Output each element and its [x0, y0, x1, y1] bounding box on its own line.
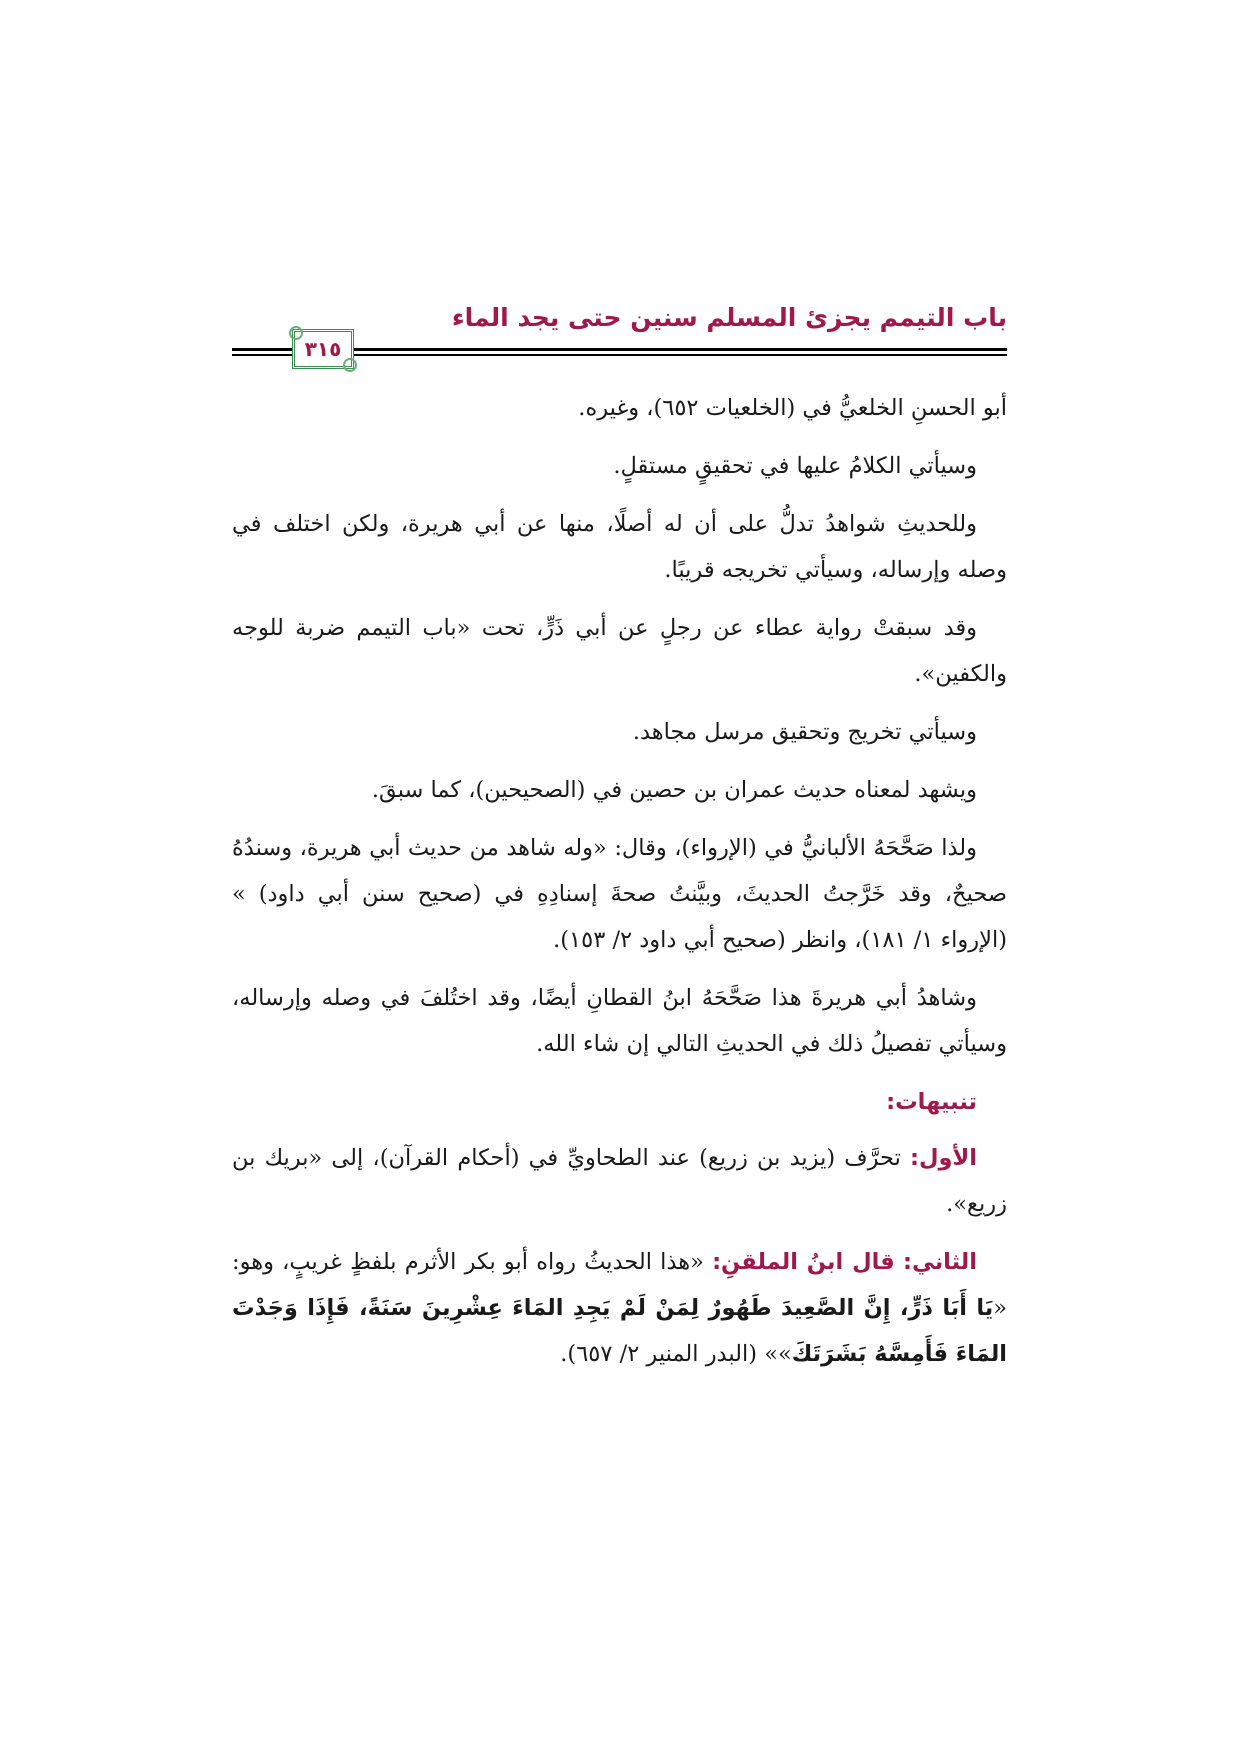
- note-second: [232, 1239, 1007, 1377]
- paragraph: وسيأتي الكلامُ عليها في تحقيقٍ مستقلٍ.: [613, 453, 977, 479]
- paragraph: وقد سبقتْ رواية عطاء عن رجلٍ عن أبي ذَرٍّ، تحت «باب التيمم ضربة للوجه والكفين».: [232, 615, 1007, 687]
- hadith-text: يَا أَبَا ذَرٍّ، إِنَّ الصَّعِيدَ طَهُورٌ لِمَنْ لَمْ يَجِدِ المَاءَ عِشْرِينَ سَنَةً، فَإِذَا وَجَدْتَ المَاءَ فَأَمِسَّهُ بَشَرَتَكَ: [232, 1295, 1007, 1367]
- note-first-text: تحرَّف (يزيد بن زريع) عند الطحاويِّ في (أحكام القرآن)، إلى «بريك بن زريع».: [232, 1145, 1007, 1217]
- paragraph: ولذا صَحَّحَهُ الألبانيُّ في (الإرواء)، وقال: «وله شاهد من حديث أبي هريرة، وسندُهُ صحيحٌ، وقد خَرَّجتُ الحديثَ، وبيَّنتُ صحةَ إسنادِهِ في (صحيح سنن أبي داود) » (الإرواء ١/ ١٨١)، وانظر (صحيح أبي داود ٢/ ١٥٣).: [232, 835, 1007, 953]
- note-second-text-after: »» (البدر المنير ٢/ ٦٥٧).: [560, 1341, 792, 1367]
- note-second-label: الثاني:: [902, 1249, 977, 1275]
- note-second-source: قال ابنُ الملقنِ:: [712, 1249, 895, 1275]
- paragraph: وشاهدُ أبي هريرةَ هذا صَحَّحَهُ ابنُ القطانِ أيضًا، وقد اختُلفَ في وصله وإرساله، وسيأتي تفصيلُ ذلك في الحديثِ التالي إن شاء الله.: [232, 985, 1007, 1057]
- page-body: [232, 385, 1007, 1389]
- chapter-title: باب التيمم يجزئ المسلم سنين حتى يجد الماء: [451, 303, 1007, 332]
- paragraph: وللحديثِ شواهدُ تدلُّ على أن له أصلًا، منها عن أبي هريرة، ولكن اختلف في وصله وإرساله، وسيأتي تخريجه قريبًا.: [232, 511, 1007, 583]
- note-first-label: الأول:: [910, 1145, 977, 1171]
- paragraph: وسيأتي تخريج وتحقيق مرسل مجاهد.: [632, 719, 977, 745]
- page-header: [232, 295, 1007, 375]
- note-second-text-before: «هذا الحديثُ رواه أبو بكر الأثرم بلفظٍ غريبٍ، وهو: «: [232, 1249, 1007, 1321]
- note-first: [232, 1135, 1007, 1227]
- page-number-badge: ٣١٥: [292, 329, 354, 369]
- paragraph: ويشهد لمعناه حديث عمران بن حصين في (الصحيحين)، كما سبقَ.: [371, 777, 977, 803]
- paragraph: أبو الحسنِ الخلعيُّ في (الخلعيات ٦٥٢)، وغيره.: [578, 395, 1007, 421]
- notes-heading: تنبيهات:: [886, 1089, 977, 1115]
